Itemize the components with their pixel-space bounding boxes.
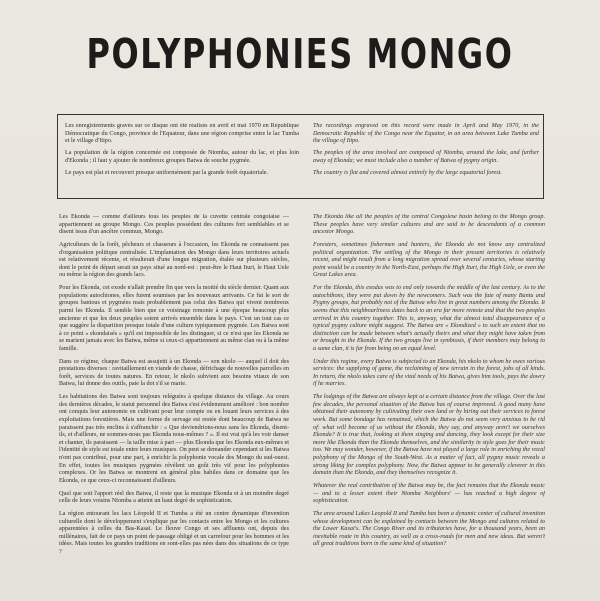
fr-paragraph: Quel que soit l'apport réel des Batwa, il reste que la musique Ekonda et à un moindre degré celle de leurs voisins Ntomba a atteint un haut degré de sophistication. [59,490,289,505]
intro-fr-paragraph: Les enregistrements gravés sur ce disque ont été réalisés en avril et mai 1970 en République Démocratique du Congo, province de l'Equateur, dans une région comprise entre le lac Tumba et le village d'Itipo. [65,123,299,145]
fr-paragraph: Agriculteurs de la forêt, pêcheurs et chasseurs à l'occasion, les Ekonda ne connaissent pas d'organisation politique centralisée. L'implantation des Mongo dans leurs territoires actuels est relativement récente, et résulterait d'une longue migration, étalée sur plusieurs siècles, dont le point de départ serait un pays situé au nord-est : peut-être le Haut Ituri, le Haut Uele ou même la région des grands lacs. [59,241,289,279]
fr-paragraph: Les Ekonda — comme d'ailleurs tous les peuples de la cuvette centrale congolaise — appartiennent au groupe Mongo. Ces peuples possèdent des cultures fort semblables et se disent issus d'un ancêtre commun, Mongo. [59,214,289,236]
fr-paragraph: La région entourant les lacs Léopold II et Tumba a été un centre dynamique d'invention culturelle dont le développement s'explique par les contacts entre les Mongo et les cultures apparentées à celles du Bas-Kasaï. Le fleuve Congo et ses affluents ont, depuis des millénaires, fait de ce pays un point de passage obligé et un carrefour pour les hommes et les idées. Mais toutes les grandes traditions en sont-elles pas nées dans des situations de ce type ? [59,510,289,555]
fr-paragraph: Les habitations des Batwa sont toujours reléguées à quelque distance du village. Au cours des dernières décades, le statut personnel des Batwa s'est évidemment amélioré : bon nombre ont conquis leur autonomie en cultivant pour leur compte ou en louant leurs services à des exploitations forestières. Mais une forme de servage est restée dont beaucoup de Batwa ne paraissent pas très enclins à s'affranchir : « Que deviendrions-nous sans les Ekonda, disent-ils, et d'ailleurs, ne sommes-nous pas Ekonda nous-mêmes ? ». Il est vrai qu'à les voir danser et chanter, ils paraissent — la taille mise à part — plus Ekonda que les Ekonda eux-mêmes et l'identité de style est totale entre leurs musiques. On peut se demander cependant si les Batwa n'ont pas contribué, pour une part, à enrichir la polyphonie vocale des Mongo du sud-ouest. En effet, toutes les musiques pygmées révèlent un goût très vif pour les polyphonies complexes. Or les Batwa se montrent en général plus habiles dans ce domaine que les Ekonda, ce que ceux-ci reconnaissent d'ailleurs. [59,394,289,484]
intro-en-paragraph: The country is flat and covered almost entirely by the large equatorial forest. [313,170,502,177]
en-paragraph: The lodgings of the Batwa are always kept at a certain distance from the village. Over the last few decades, the personal situation of the Batwa has of course improved. A good many have obtained their autonomy by cultivating their own land or by hiring out their services to forest work. But some bondage has remained, which the Batwa do not seem very anxious to be rid of: what will become of us without the Ekonda, they say, and anyway aren't we ourselves Ekonda? It is true that, looking at them singing and dancing, they look except for their size more like Ekonda than the Ekonda themselves, and the similarity in style goes for their music too. We may wonder, however, if the Batwa have not played a large role in enriching the vocal polyphony of the Mongo of the South-West. As a matter of fact, all pygmy music reveals a strong liking for complex polyphony. Now, the Batwa appear to be generally cleverer in this domain than the Ekonda, and they themselves recognize it. [313,394,545,477]
en-paragraph: Foresters, sometimes fishermen and hunters, the Ekonda do not know any centralized political organization. The settling of the Mongo in their present territories is relatively recent, and might result from a long migration spread over several centuries, whose starting point would be a country in the North-East, perhaps the High Ituri, the High Uele, or even the Great Lakes area. [313,241,545,279]
en-paragraph: For the Ekonda, this exodus was to end only towards the middle of the last century. As to the autochthons, they were put down by the newcomers. Such was the fate of many Bantu and Pygmy groups, but probably not of the Batwa who live in great numbers among the Ekonda. It seems that this neighbourliness dates back to an era far more remote and that the two peoples arrived in this country together. This is, anyway, what the almost total disappearance of a typical pygmy culture might suggest. The Batwa are « Ekondized » to such an extent that no distinction can be made between what's actually theirs and what they might have taken from or brought to the Ekonda. If the two groups live in symbiosis, if their members may belong to a same clan, it is far from being on an equal level. [313,285,545,352]
en-paragraph: Whatever the real contribution of the Batwa may be, the fact remains that the Ekonda music — and to a lesser extent their Ntomba Neighbors' — has reached a high degree of sophistication. [313,482,545,505]
en-paragraph: Under this regime, every Batwa is subjected to an Ekonda, his nkolo to whom he owes various services: the supplying of game, the reclaiming of new terrain in the forest, jobs of all kinds. In return, the nkolo takes care of the vital needs of his Batwa, gives him tools, pays the dowry if he marries. [313,358,545,388]
album-title: POLYPHONIES MONGO [86,30,514,78]
intro-french-column [65,123,299,195]
intro-fr-paragraph: Le pays est plat et recouvert presque uniformément par la grande forêt équatoriale. [65,170,269,177]
fr-paragraph: Pour les Ekonda, cet exode n'allait prendre fin que vers la moitié du siècle dernier. Quant aux populations autochtones, elles furent soumises par les nouveaux arrivants. Ce fut le sort de groupes bantous et pygmées mais probablement pas celui des Batwa qui vivent nombreux parmi les Ekonda. Il semble bien que ce voisinage remonte à une époque beaucoup plus ancienne et que les deux peuples soient arrivés ensemble dans le pays. C'est un tout cas ce que suggère la disparition presque totale d'une culture typiquement pygmée. Les Batwa sont à ce point « ekondaisés » qu'il est impossible de les distinguer, si ce n'est que les Ekonda ne se marient jamais avec les Batwa, même si ceux-ci appartiennent au même clan ou à la même famille. [59,285,289,352]
intro-box [57,114,544,199]
intro-english-column [313,123,539,195]
english-text-column [313,214,545,594]
french-text-column [59,214,289,594]
intro-en-paragraph: The recordings engraved on this record were made in April and May 1970, in the Democratic Republic of the Congo near the Equator, in an area between Lake Tumba and the village of Itipo. [313,123,539,145]
en-paragraph: The Ekonda like all the peoples of the central Congolese basin belong to the Mongo group. These peoples have very similar cultures and are said to be descendants of a common ancestor Mongo. [313,214,545,236]
en-paragraph: The area around Lakes Leopold II and Tumba has been a dynamic center of cultural invention whose development can be explained by contacts between the Mongo and cultures related to the Lower Kasai's. The Congo River and its tributaries have, for a thousand years, been an inevitable route in this country, as well as a cross-roads for men and new ideas. But weren't all great traditions born in the same kind of situation? [313,510,545,548]
intro-fr-paragraph: La population de la région concernée est composée de Ntomba, autour du lac, et plus loin d'Ekonda ; il faut y ajouter de nombreux groupes Batwa de souche pygmée. [65,150,299,164]
fr-paragraph: Dans ce régime, chaque Batwa est assujetti à un Ekonda — son nkolo — auquel il doit des prestations diverses : ravitaillement en viande de chasse, défrichage de nouvelles parcelles en forêt, services de toutes natures. En retour, le nkolo subvient aux besoins vitaux de son Batwa, lui donne des outils, paie la dot s'il se marie. [59,358,289,388]
intro-en-paragraph: The peoples of the area involved are composed of Ntomba, around the lake, and further away of Ekonda; we must include also a number of Batwa of pygmy origin. [313,150,539,164]
